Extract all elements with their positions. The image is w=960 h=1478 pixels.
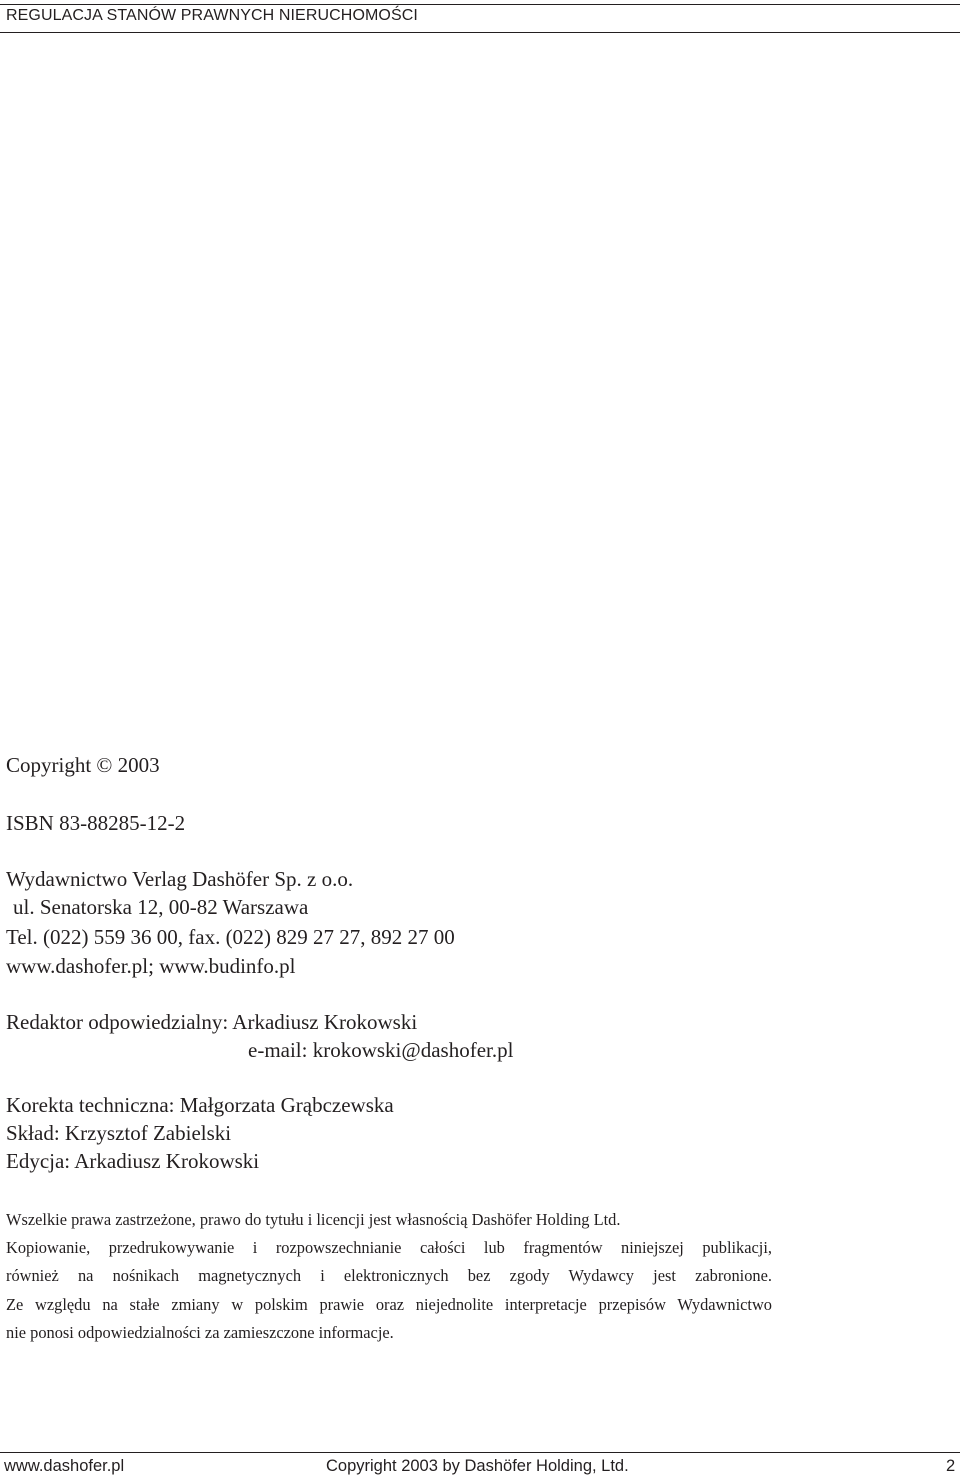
header-bottom-rule [0,32,960,33]
legal-line: nie ponosi odpowiedzialności za zamieszczone informacje. [6,1322,394,1342]
edition-line: Edycja: Arkadiusz Krokowski [6,1149,260,1173]
editor-line: Redaktor odpowiedzialny: Arkadiusz Krokowski [6,1010,418,1034]
address-line: ul. Senatorska 12, 00-82 Warszawa [13,895,309,919]
legal-line: również na nośnikach magnetycznych i elektronicznych bez zgody Wydawcy jest zabronione. [6,1266,772,1286]
isbn-line: ISBN 83-88285-12-2 [6,811,186,835]
legal-line: Ze względu na stałe zmiany w polskim prawie oraz niejednolite interpretacje przepisów Wydawnictwo [6,1294,772,1314]
typesetting-line: Skład: Krzysztof Zabielski [6,1121,232,1145]
legal-notice [6,1206,772,1347]
phone-line: Tel. (022) 559 36 00, fax. (022) 829 27 27, 892 27 00 [6,925,455,949]
legal-line: Kopiowanie, przedrukowywanie i rozpowszechnianie całości lub fragmentów niniejszej publikacji, [6,1238,772,1258]
header-top-rule [0,4,960,5]
page-footer [0,1452,960,1478]
page-header [0,0,960,34]
publisher-line: Wydawnictwo Verlag Dashöfer Sp. z o.o. [6,867,354,891]
footer-website-link[interactable]: www.dashofer.pl [4,1457,125,1475]
editor-email-line: e-mail: krokowski@dashofer.pl [248,1038,514,1062]
copyright-line: Copyright © 2003 [6,753,160,777]
tech-correction-line: Korekta techniczna: Małgorzata Grąbczewska [6,1093,394,1117]
legal-line: Wszelkie prawa zastrzeżone, prawo do tytułu i licencji jest własnością Dashöfer Holding Ltd. [6,1210,621,1229]
websites-line: www.dashofer.pl; www.budinfo.pl [6,954,296,978]
footer-copyright: Copyright 2003 by Dashöfer Holding, Ltd. [326,1457,629,1475]
page-number: 2 [946,1457,956,1475]
running-title: REGULACJA STANÓW PRAWNYCH NIERUCHOMOŚCI [6,7,418,24]
footer-rule [0,1452,960,1453]
